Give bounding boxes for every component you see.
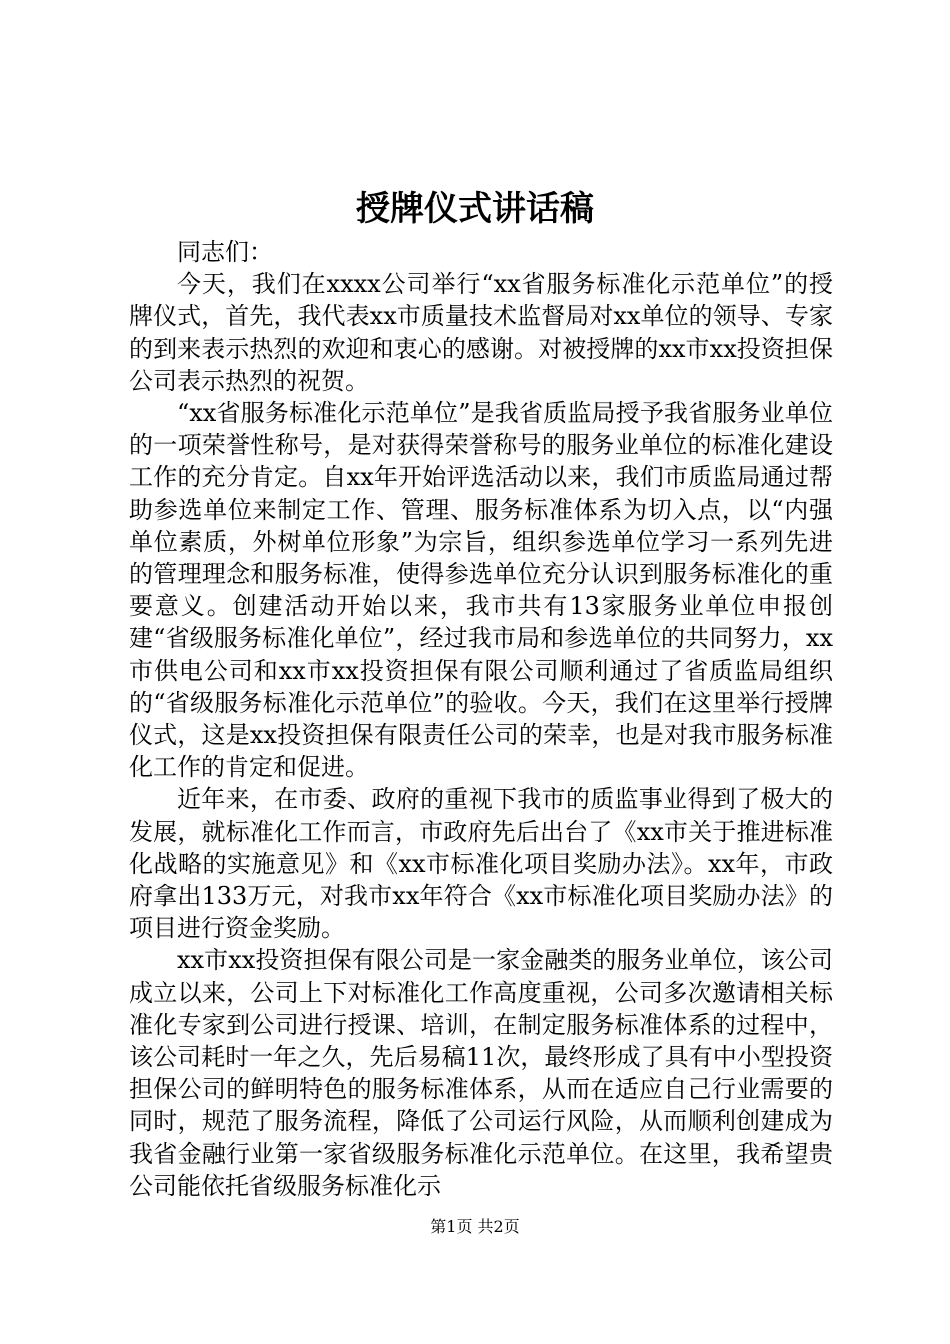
document-title: 授牌仪式讲话稿 [356,189,594,229]
salutation: 同志们： [177,238,273,266]
paragraph-2: “xx省服务标准化示范单位”是我省质监局授予我省服务业单位的一项荣誉性称号，是对获得荣誉称号的服务业单位的标准化建设工作的充分肯定。自xx年开始评选活动以来，我们市质监局通过帮助参选单位来制定工作、管理、服务标准体系为切入点，以“内强单位素质，外树单位形象”为宗旨，组织参选单位学习一系列先进的管理理念和服务标准，使得参选单位充分认识到服务标准化的重要意义。创建活动开始以来，我市共有13家服务业单位申报创建“省级服务标准化单位”，经过我市局和参选单位的共同努力，xx市供电公司和xx市xx投资担保有限公司顺利通过了省质监局组织的“省级服务标准化示范单位”的验收。今天，我们在这里举行授牌仪式，这是xx投资担保有限责任公司的荣幸，也是对我市服务标准化工作的肯定和促进。 [129,399,833,782]
document-body [129,236,833,1202]
paragraph-3: 近年来，在市委、政府的重视下我市的质监事业得到了极大的发展，就标准化工作而言，市政府先后出台了《xx市关于推进标准化战略的实施意见》和《xx市标准化项目奖励办法》。xx年，市政府拿出133万元，对我市xx年符合《xx市标准化项目奖励办法》的项目进行资金奖励。 [129,785,833,943]
page-footer: 第1页 共2页 [430,1217,520,1236]
paragraph-1: 今天，我们在xxxx公司举行“xx省服务标准化示范单位”的授牌仪式，首先，我代表xx市质量技术监督局对xx单位的领导、专家的到来表示热烈的欢迎和衷心的感谢。对被授牌的xx市xx投资担保公司表示热烈的祝贺。 [129,270,833,395]
paragraph-4: xx市xx投资担保有限公司是一家金融类的服务业单位，该公司成立以来，公司上下对标准化工作高度重视，公司多次邀请相关标准化专家到公司进行授课、培训，在制定服务标准体系的过程中，该公司耗时一年之久，先后易稿11次，最终形成了具有中小型投资担保公司的鲜明特色的服务标准体系，从而在适应自己行业需要的同时，规范了服务流程，降低了公司运行风险，从而顺利创建成为我省金融行业第一家省级服务标准化示范单位。在这里，我希望贵公司能依托省级服务标准化示 [129,946,833,1200]
